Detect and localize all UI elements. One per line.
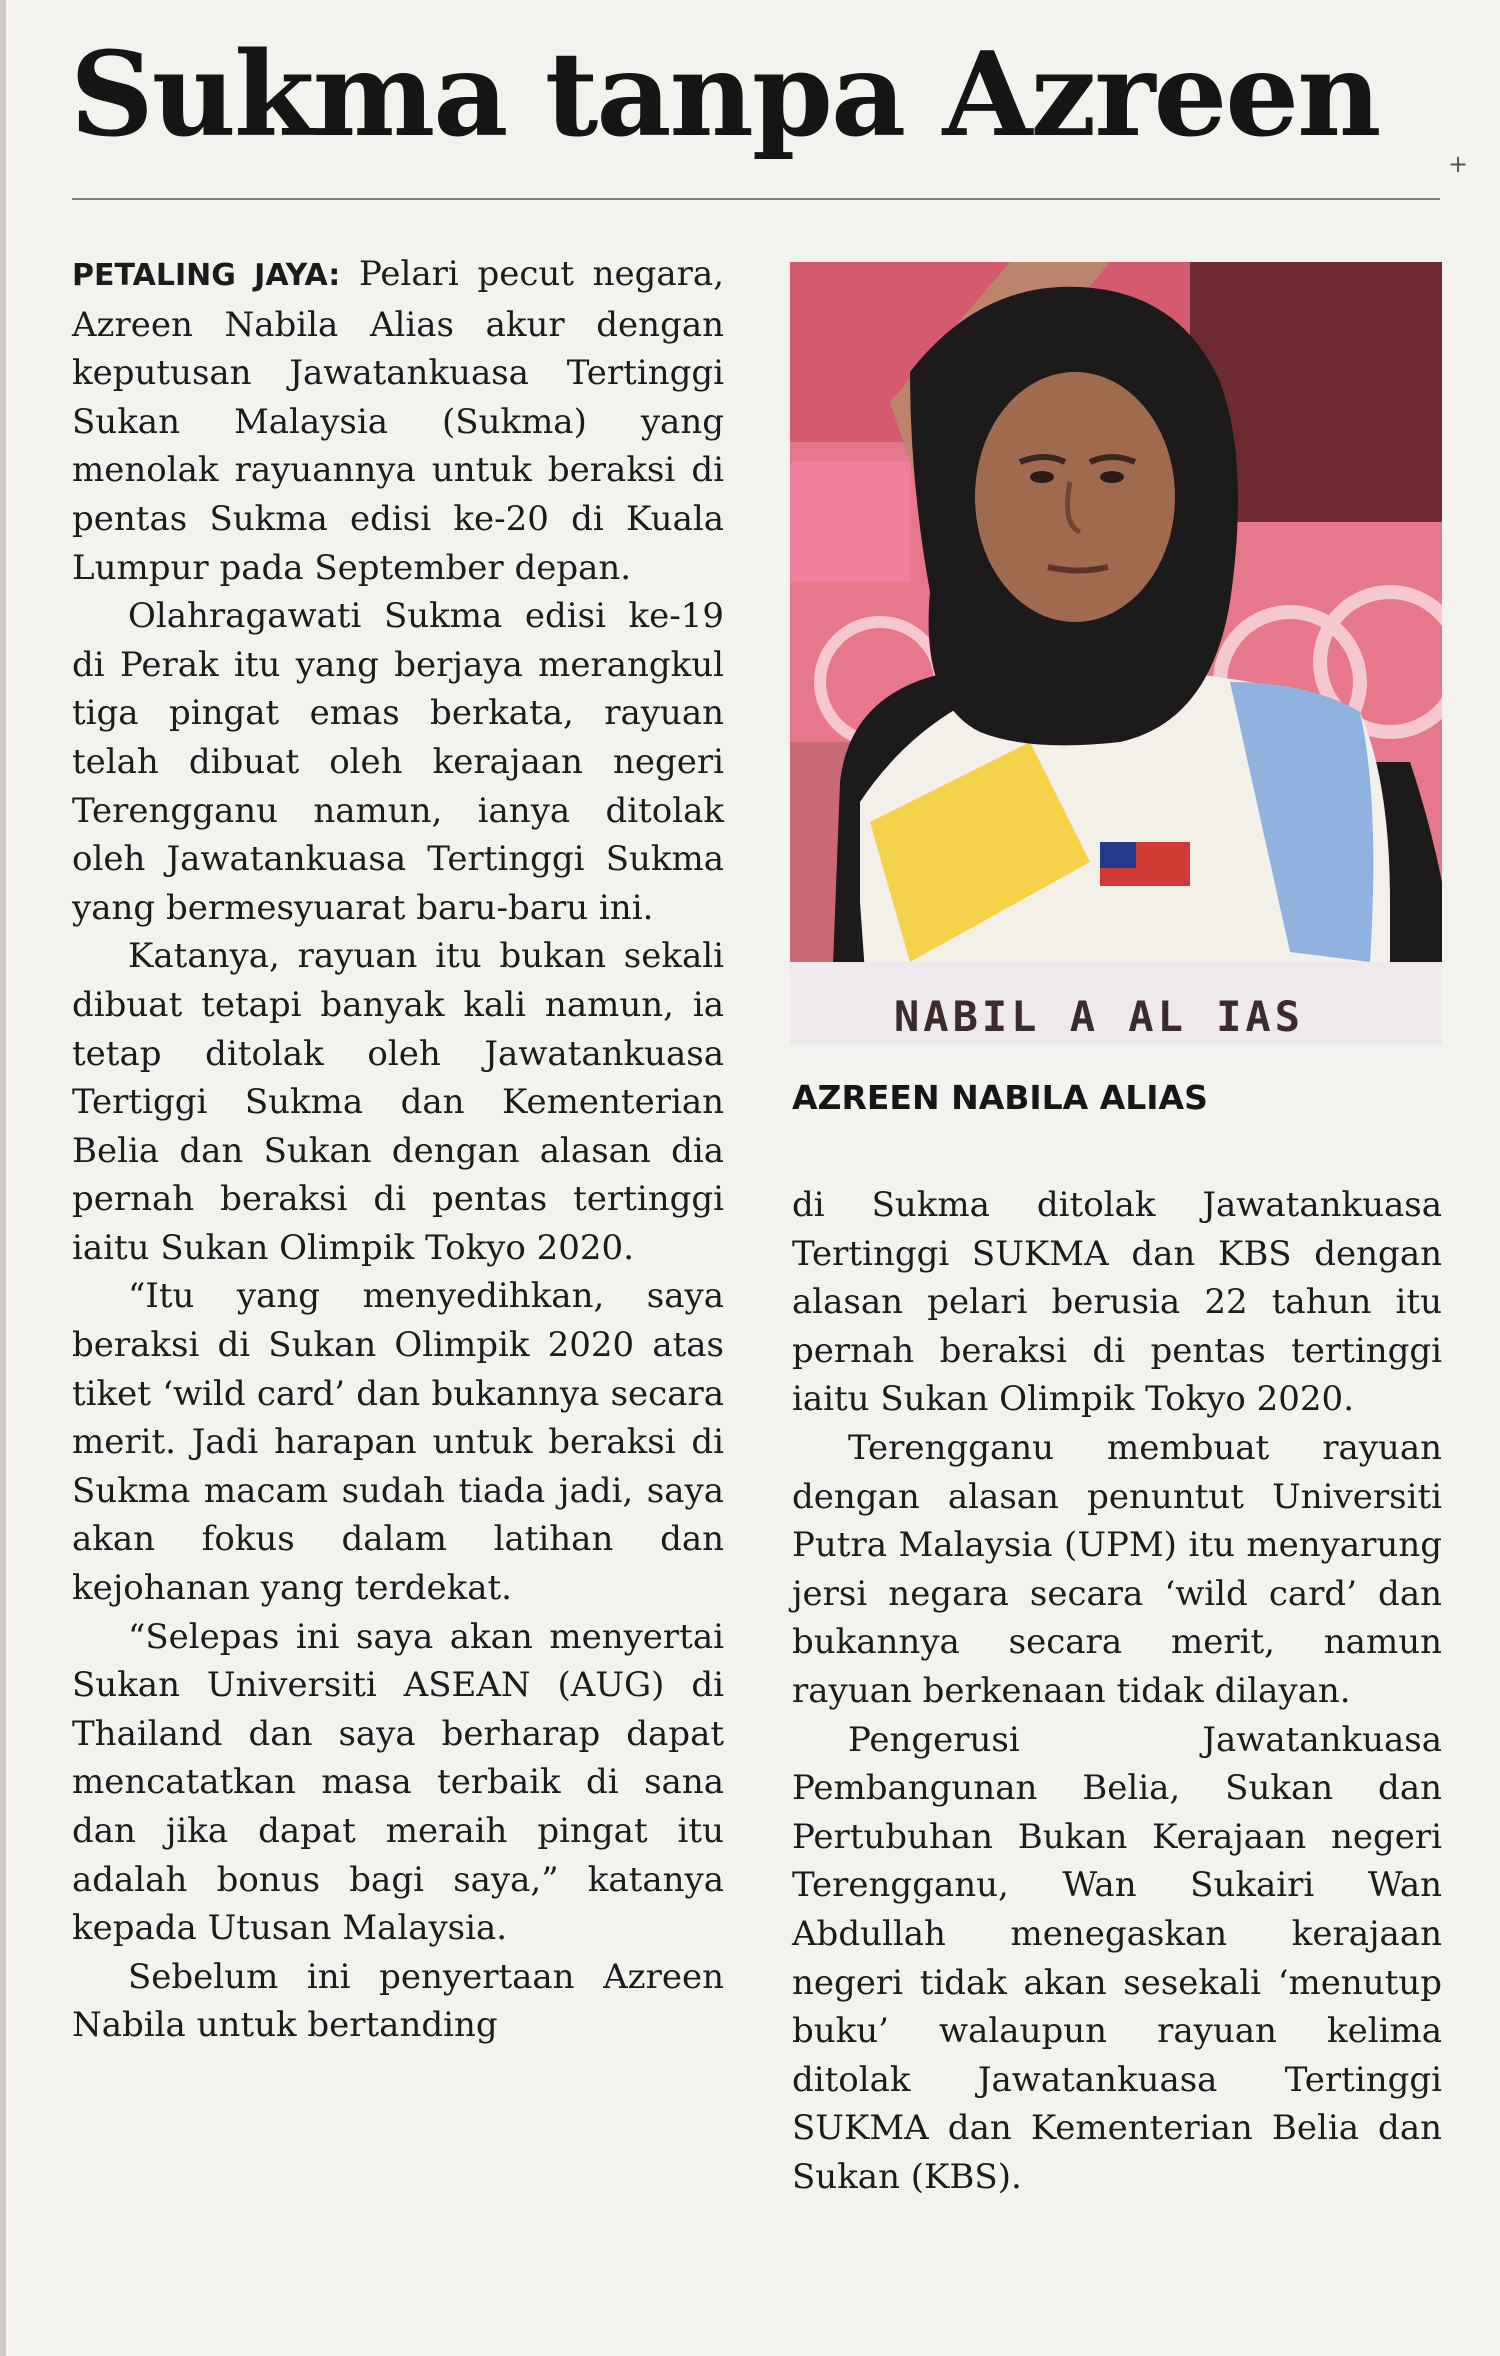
athlete-photo — [790, 262, 1442, 1044]
bib-name-text: NABIL A AL IAS — [894, 992, 1305, 1041]
article-column-left — [72, 250, 724, 2050]
article-paragraph: Sebelum ini penyertaan Azreen Nabila untuk bertanding — [72, 1956, 724, 2046]
page-edge — [0, 0, 6, 2356]
article-paragraph: Katanya, rayuan itu bukan sekali dibuat tetapi banyak kali namun, ia tetap ditolak oleh Jawatankuasa Tertiggi Sukma dan Kementerian Belia dan Sukan dengan alasan dia pernah beraksi di pentas tertinggi iaitu Sukan Olimpik Tokyo 2020. — [72, 936, 724, 1268]
photo-caption: AZREEN NABILA ALIAS — [792, 1078, 1208, 1117]
dateline: PETALING JAYA: — [72, 258, 341, 293]
article-paragraph: Pengerusi Jawatankuasa Pembangunan Belia, Sukan dan Pertubuhan Bukan Kerajaan negeri Terengganu, Wan Sukairi Wan Abdullah menegaskan kerajaan negeri tidak akan sesekali ‘menutup buku’ walaupun rayuan kelima ditolak Jawatankuasa Tertinggi SUKMA dan Kementerian Belia dan Sukan (KBS). — [792, 1719, 1442, 2197]
article-paragraph: di Sukma ditolak Jawatankuasa Tertinggi SUKMA dan KBS dengan alasan pelari berusia 22 tahun itu pernah beraksi di pentas tertinggi iaitu Sukan Olimpik Tokyo 2020. — [792, 1185, 1442, 1420]
registration-mark: + — [1448, 150, 1469, 178]
article-paragraph: Olahragawati Sukma edisi ke-19 di Perak itu yang berjaya merangkul tiga pingat emas berkata, rayuan telah dibuat oleh kerajaan negeri Terengganu namun, ianya ditolak oleh Jawatankuasa Tertinggi Sukma yang bermesyuarat baru-baru ini. — [72, 596, 724, 928]
article-paragraph: “Itu yang menyedihkan, saya beraksi di Sukan Olimpik 2020 atas tiket ‘wild card’ dan bukannya secara merit. Jadi harapan untuk beraksi di Sukma macam sudah tiada jadi, saya akan fokus dalam latihan dan kejohanan yang terdekat. — [72, 1276, 724, 1609]
article-paragraph: Terengganu membuat rayuan dengan alasan penuntut Universiti Putra Malaysia (UPM) itu menyarung jersi negara secara ‘wild card’ dan bukannya secara merit, namun rayuan berkenaan tidak dilayan. — [792, 1427, 1442, 1711]
article-headline: Sukma tanpa Azreen — [70, 27, 1380, 163]
paragraph-text: Pelari pecut negara, Azreen Nabila Alias akur dengan keputusan Jawatankuasa Tertinggi Sukan Malaysia (Sukma) yang menolak rayuannya untuk beraksi di pentas Sukma edisi ke-20 di Kuala Lumpur pada September depan. — [72, 254, 725, 588]
article-column-right — [792, 1181, 1442, 2201]
headline-divider — [72, 198, 1440, 200]
lead-paragraph — [72, 250, 724, 592]
article-paragraph: “Selepas ini saya akan menyertai Sukan Universiti ASEAN (AUG) di Thailand dan saya berharap dapat mencatatkan masa terbaik di sana dan jika dapat meraih pingat itu adalah bonus bagi saya,” katanya kepada Utusan Malaysia. — [72, 1616, 724, 1949]
athlete-photo-illustration — [790, 262, 1442, 1044]
